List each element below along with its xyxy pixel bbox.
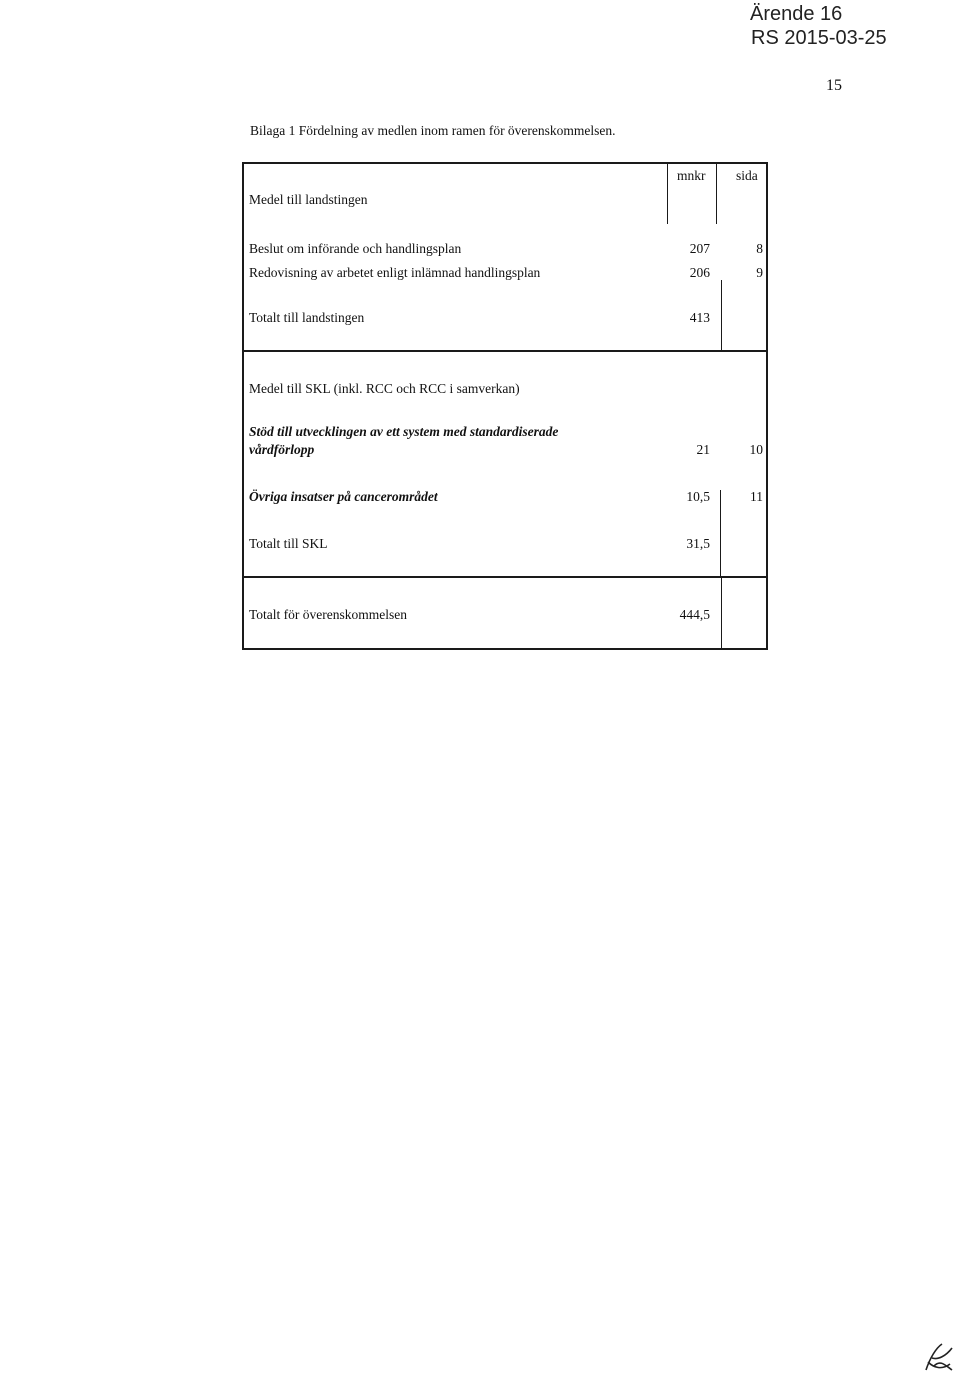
row-mnkr: 206 [689,265,710,280]
row-label: Redovisning av arbetet enligt inlämnad handlingsplan [249,265,541,280]
col-divider-section2 [720,490,721,578]
row-mnkr: 207 [689,241,710,256]
section-separator-2 [242,576,768,578]
col-divider-grand [721,578,722,650]
section1-total-value: 413 [689,310,710,325]
page-number: 15 [826,77,842,94]
grand-total-value: 444,5 [679,607,710,622]
row-label-line2: vårdförlopp [249,442,315,457]
table-bottom-border [242,648,768,650]
grand-total-label: Totalt för överenskommelsen [249,607,408,622]
row-label: Beslut om införande och handlingsplan [249,241,462,256]
section2-total-label: Totalt till SKL [249,536,328,551]
row-mnkr: 21 [696,442,710,457]
row-sida: 9 [756,265,763,280]
col-divider-top-2 [716,162,717,224]
section-separator-1 [242,350,768,352]
row-mnkr: 10,5 [686,489,710,504]
row-sida: 8 [756,241,763,256]
signature-initials-icon [922,1340,956,1374]
row-sida: 11 [750,489,763,504]
table-top-border [242,162,767,164]
section2-total-value: 31,5 [686,536,710,551]
row-sida: 10 [749,442,763,457]
section2-title: Medel till SKL (inkl. RCC och RCC i samverkan) [249,381,520,396]
col-divider-section1 [721,280,722,350]
section1-title: Medel till landstingen [249,192,368,207]
row-label-line1: Övriga insatser på cancerområdet [249,489,438,504]
row-label-line1: Stöd till utvecklingen av ett system med standardiserade [249,424,559,439]
column-header-mnkr: mnkr [677,168,706,183]
rs-date: RS 2015-03-25 [751,27,887,49]
col-divider-top [667,162,668,224]
section1-total-label: Totalt till landstingen [249,310,365,325]
column-header-sida: sida [736,168,758,183]
arende-number: Ärende 16 [750,3,843,25]
caption: Bilaga 1 Fördelning av medlen inom ramen för överenskommelsen. [250,123,616,138]
